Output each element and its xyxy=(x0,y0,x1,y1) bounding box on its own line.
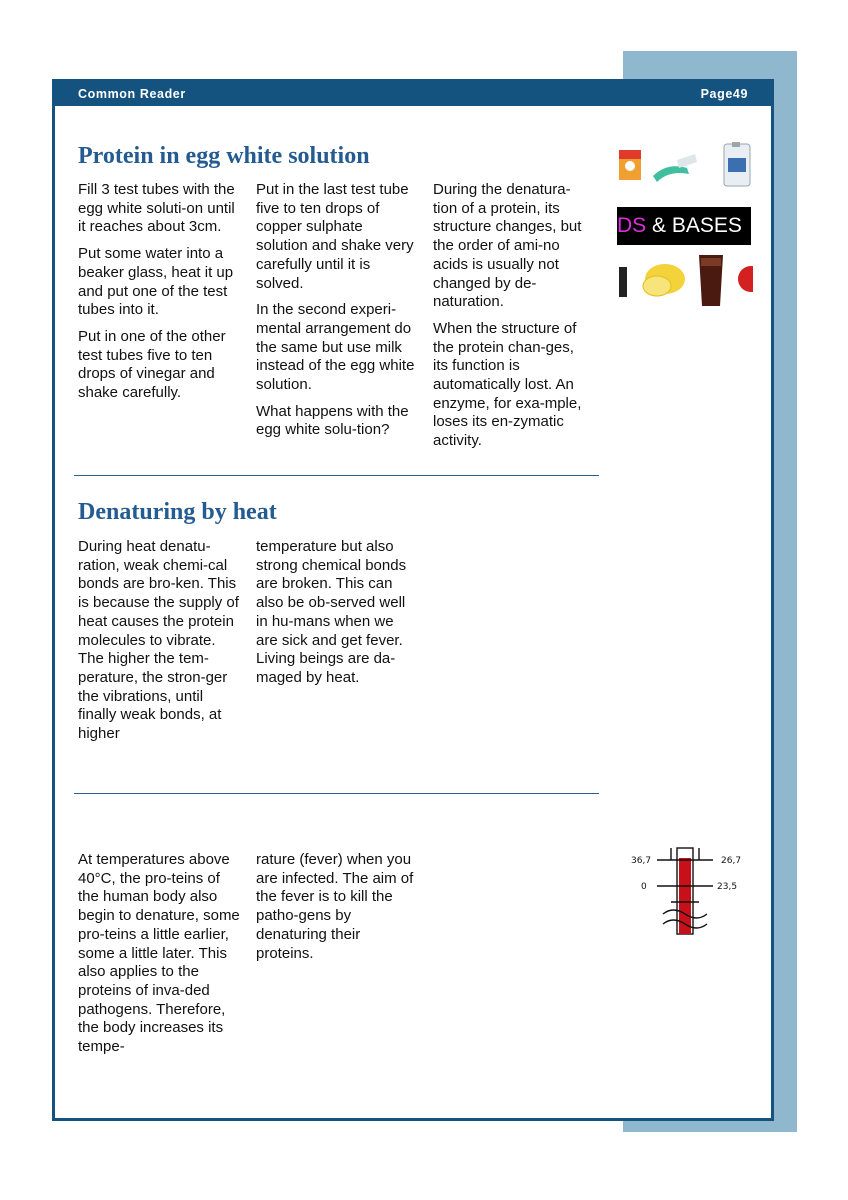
paragraph: In the second experi-mental arrangement do the same but use milk instead of the egg white solution. xyxy=(256,301,415,394)
section2-column-1 xyxy=(78,538,240,752)
paragraph: When the structure of the protein chan-ges, its function is automatically lost. An enzyme, for exa-mple, loses its en-zymatic activity. xyxy=(433,319,582,450)
paragraph: Put in one of the other test tubes five to ten drops of vinegar and shake carefully. xyxy=(78,327,226,402)
acids-bases-illustration xyxy=(617,142,753,307)
section-divider xyxy=(74,793,599,794)
section3-column-1 xyxy=(78,851,240,1065)
paragraph: Put some water into a beaker glass, heat it up and put one of the test tubes into it. xyxy=(78,245,234,319)
acids-bases-banner: DS & BASES xyxy=(617,207,751,245)
section1-column-1 xyxy=(78,181,236,411)
section-divider xyxy=(74,475,599,476)
paragraph: temperature but also strong chemical bonds are broken. This can also be ob-served well in hu-mans when we are sick and get fever. Living beings are da-maged by heat. xyxy=(256,538,407,686)
thermometer-icon xyxy=(615,844,755,944)
scale-label-right-top: 26,7 xyxy=(721,856,742,866)
scale-label-right-bottom: 23,5 xyxy=(717,882,738,892)
paragraph: At temperatures above 40°C, the pro-teins of the human body also begin to denature, some pro-teins a little earlier, some a little later. This also applies to the proteins of inva-ded pathogens. Therefore, the body increases its tempe- xyxy=(78,851,240,1056)
paragraph: During heat denatu-ration, weak chemi-cal bonds are bro-ken. This is because the supply of heat causes the protein molecules to vibrate. The higher the tem-perature, the stron-ger the vibrations, until finally weak bonds, at higher xyxy=(78,538,239,743)
scale-label-left-top: 36,7 xyxy=(631,856,652,866)
paragraph: rature (fever) when you are infected. The aim of the fever is to kill the patho-gens by denaturing their proteins. xyxy=(256,851,414,962)
section-title-heat: Denaturing by heat xyxy=(78,499,277,525)
header-bar xyxy=(55,82,771,106)
page-number: Page49 xyxy=(700,87,748,101)
section1-column-2 xyxy=(256,181,418,448)
section1-column-3 xyxy=(433,181,593,459)
page-frame xyxy=(52,79,774,1121)
section3-column-2 xyxy=(256,851,418,971)
header-title: Common Reader xyxy=(78,87,186,101)
section-title-protein: Protein in egg white solution xyxy=(78,143,370,169)
paragraph: Fill 3 test tubes with the egg white soluti-on until it reaches about 3cm. xyxy=(78,181,235,236)
paragraph: What happens with the egg white solu-tion? xyxy=(256,402,409,439)
paragraph: During the denatura-tion of a protein, its structure changes, but the order of ami-no acids is usually not changed by de-naturation. xyxy=(433,181,582,311)
scale-label-left-bottom: 0 xyxy=(641,882,647,892)
section2-column-2 xyxy=(256,538,418,696)
paragraph: Put in the last test tube five to ten drops of copper sulphate solution and shake very carefully until it is solved. xyxy=(256,181,414,292)
